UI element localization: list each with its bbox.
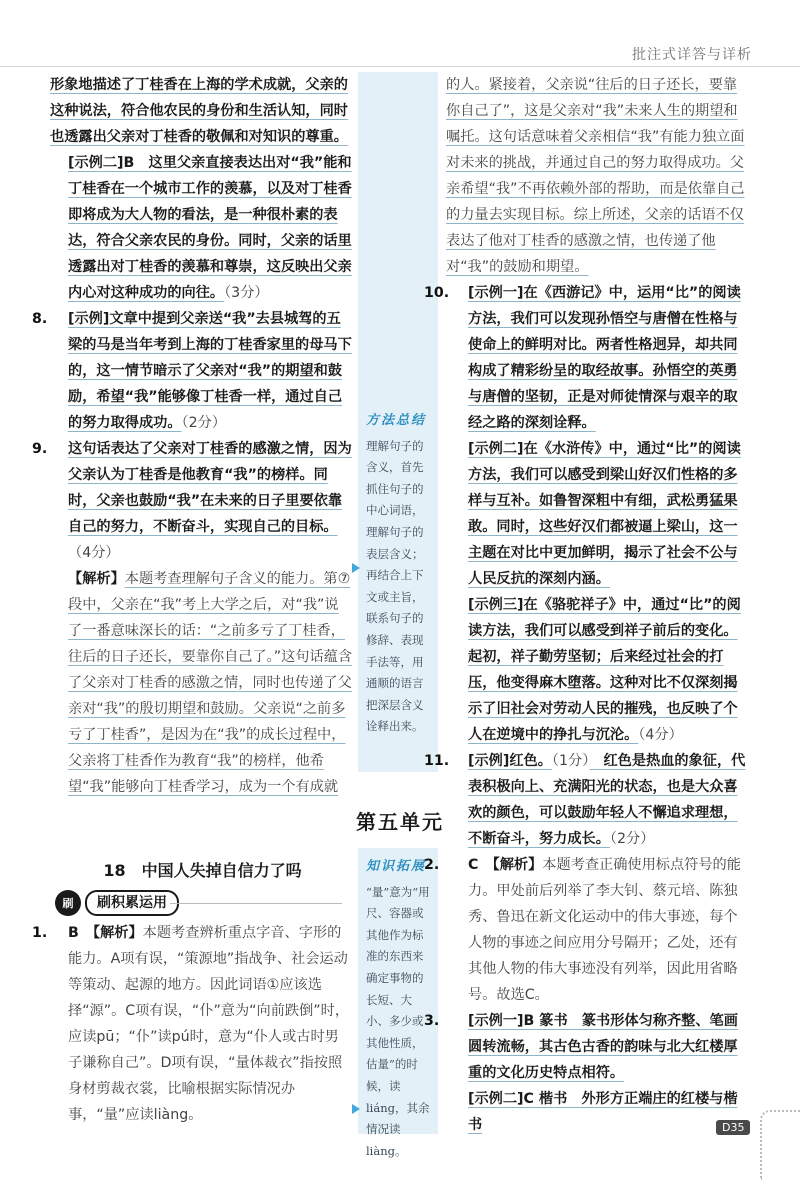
answer-paragraph xyxy=(32,920,352,1128)
method-summary-sidebar xyxy=(358,72,438,772)
answer-text: [示例一]B 篆书 篆书形体匀称齐整、笔画圆转流畅，其古色古香的韵味与北大红楼厚重的文化历史特点相符。 xyxy=(468,1013,738,1081)
section-divider xyxy=(170,903,342,904)
answer-paragraph xyxy=(424,280,750,436)
answer-text: 的人。紧接着，父亲说“往后的日子还长，要靠你自己了”，这是父亲对“我”未来人生的期望和嘱托。这句话意味着父亲相信“我”有能力独立面对未来的挑战，并通过自己的努力取得成功。父亲希望“我”不再依赖外部的帮助，而是依靠自己的力量去实现目标。综上所述，父亲的话语不仅表达了他对丁桂香的感激之情，也传递了他对“我”的鼓励和期望。 xyxy=(446,77,745,275)
method-summary-title: 方法总结 xyxy=(366,413,427,428)
section-badge-label: 刷积累运用 xyxy=(85,890,179,916)
answer-text: （2分） xyxy=(609,831,655,847)
unit-title: 第五单元 xyxy=(356,810,444,834)
answer-text: [示例一]在《西游记》中，运用“比”的阅读方法，我们可以发现孙悟空与唐僧在性格与使命上的鲜明对比。两者性格迥异，却共同构成了精彩纷呈的取经故事。孙悟空的英勇与唐僧的坚韧，正是对师徒情深与艰辛的取经之路的深刻诠释。 xyxy=(468,285,741,431)
answer-text: 这句话表达了父亲对丁桂香的感激之情，因为父亲认为丁桂香是他教育“我”的榜样。同时，父亲也鼓励“我”在未来的日子里要依靠自己的努力，不断奋斗，实现自己的目标。 xyxy=(68,441,352,535)
question-number: 1. xyxy=(32,925,48,941)
answer-text: [示例二]C 楷书 外形方正端庄的红楼与楷书 xyxy=(468,1091,738,1133)
answer-paragraph xyxy=(50,72,352,150)
answer-text: B xyxy=(68,925,79,941)
answer-text: （4分） xyxy=(638,727,683,743)
knowledge-sidebar xyxy=(358,848,438,1158)
answers-right-top xyxy=(424,72,750,852)
question-number: 3. xyxy=(424,1013,440,1029)
answer-paragraph xyxy=(446,436,750,592)
answer-paragraph xyxy=(50,150,352,306)
answer-paragraph xyxy=(32,306,352,436)
answer-text: 【解析】 xyxy=(478,857,543,873)
question-number: 10. xyxy=(424,285,450,301)
answer-text: 【解析】 xyxy=(68,571,125,587)
page-corner-dots xyxy=(760,1110,800,1180)
answer-text: 本题考查理解句子含义的能力。第⑦段中，父亲在“我”考上大学之后，对“我”说了一番意味深长的话：“之前多亏了丁桂香，往后的日子还长，要靠你自己了。”这句话蕴含了父亲对丁桂香的感激之情，同时也传递了父亲对“我”的殷切期望和鼓励。父亲说“之前多亏了丁桂香”，是因为在“我”的成长过程中，父亲将丁桂香作为教育“我”的榜样，他希望“我”能够向丁桂香学习，成为一个有成就 xyxy=(68,571,353,795)
answer-paragraph xyxy=(424,852,750,1008)
answer-text: （1分） xyxy=(551,753,590,769)
answer-text: [示例]红色。 xyxy=(468,753,552,769)
lesson-title: 18 中国人失掉自信力了吗 xyxy=(103,861,302,880)
page-header: 批注式详答与详析 xyxy=(632,47,752,63)
answer-paragraph xyxy=(424,1008,750,1086)
answer-paragraph xyxy=(446,592,750,748)
answer-text: [示例二]在《水浒传》中，通过“比”的阅读方法，我们可以感受到梁山好汉们性格的多样与互补。如鲁智深粗中有细，武松勇猛果敢。同时，这些好汉们都被逼上梁山，这一主题在对比中更加鲜明，揭示了社会不公与人民反抗的深刻内涵。 xyxy=(468,441,741,587)
knowledge-title: 知识拓展 xyxy=(366,859,427,874)
answer-text: [示例]文章中提到父亲送“我”去县城驾的五梁的马是当年考到上海的丁桂香家里的母马下的，这一情节暗示了父亲对“我”的期望和鼓励，希望“我”能够像丁桂香一样，通过自己的努力取得成功。 xyxy=(68,311,352,431)
answer-text: （2分） xyxy=(181,415,227,431)
question-number: 8. xyxy=(32,311,48,327)
knowledge-pointer-arrow xyxy=(352,1104,360,1114)
answer-paragraph xyxy=(32,436,352,566)
answer-text: 红色是热血的象征，代表积极向上、充满阳光的状态，也是大众喜欢的颜色，可以鼓励年轻人不懈追求理想，不断奋斗，努力成长。 xyxy=(468,753,746,847)
answer-text: 本题考查辨析重点字音、字形的能力。A项有误，“策源地”指战争、社会运动等策动、起源的地方。因此词语①应该选择“源”。C项有误，“仆”意为“向前跌倒”时，应读pū；“仆”读pú时，意为“仆人或古时男子谦称自己”。D项有误，“量体裁衣”指按照身材剪裁衣裳，比喻根据实际情况办事，“量”应读liàng。 xyxy=(68,925,350,1123)
answer-text: [示例三]在《骆驼祥子》中，通过“比”的阅读方法，我们可以感受到祥子前后的变化。起初，祥子勤劳坚韧；后来经过社会的打压，他变得麻木堕落。这种对比不仅深刻揭示了旧社会对劳动人民的摧残，也反映了个人在逆境中的挣扎与沉沦。 xyxy=(468,597,741,743)
answer-text: （4分） xyxy=(68,545,120,561)
answer-text: （3分） xyxy=(224,285,269,301)
answer-text: [示例二]B 这里父亲直接表达出对“我”能和丁桂香在一个城市工作的羡慕，以及对丁桂香即将成为大人物的看法，是一种很朴素的表达，符合父亲农民的身份。同时，父亲的话里透露出对丁桂香的羡慕和尊崇，这反映出父亲内心对这种成功的向往。 xyxy=(68,155,352,301)
answer-paragraph xyxy=(446,1086,750,1138)
knowledge-text: “量”意为“用尺、容器或其他作为标准的东西来确定事物的长短、大小、多少或其他性质，估量”的时候，读liáng，其余情况读liàng。 xyxy=(366,884,430,1158)
question-number: 9. xyxy=(32,441,48,457)
answer-text: 【解析】 xyxy=(78,925,143,941)
answer-text: 本题考查正确使用标点符号的能力。甲处前后列举了李大钊、蔡元培、陈独秀、鲁迅在新文化运动中的伟大事迹，每个人物的事迹之间应用分号隔开；乙处，还有其他人物的伟大事迹没有列举，因此用省略号。故选C。 xyxy=(468,857,741,1003)
answers-left-top xyxy=(32,72,353,800)
method-summary-text: 理解句子的含义，首先抓住句子的中心词语，理解句子的表层含义；再结合上下文或主旨，联系句子的修辞、表现手法等，用通顺的语言把深层含义诠释出来。 xyxy=(366,438,424,734)
answers-right-bottom xyxy=(424,852,750,1138)
header-divider xyxy=(0,66,800,67)
answer-paragraph xyxy=(446,72,750,280)
page-number: D35 xyxy=(716,1120,750,1135)
answers-left-bottom xyxy=(32,920,352,1128)
answer-paragraph xyxy=(50,566,352,800)
answer-text: 形象地描述了丁桂香在上海的学术成就，父亲的这种说法，符合他农民的身份和生活认知，同时也透露出父亲对丁桂香的敬佩和对知识的尊重。 xyxy=(50,77,348,145)
question-number: 11. xyxy=(424,753,450,769)
answer-text: C xyxy=(468,857,479,873)
brush-icon: 刷 xyxy=(55,890,81,916)
answer-paragraph xyxy=(424,748,750,852)
section-badge xyxy=(55,890,179,916)
question-number: 2. xyxy=(424,857,440,873)
sidebar-pointer-arrow xyxy=(352,563,360,573)
